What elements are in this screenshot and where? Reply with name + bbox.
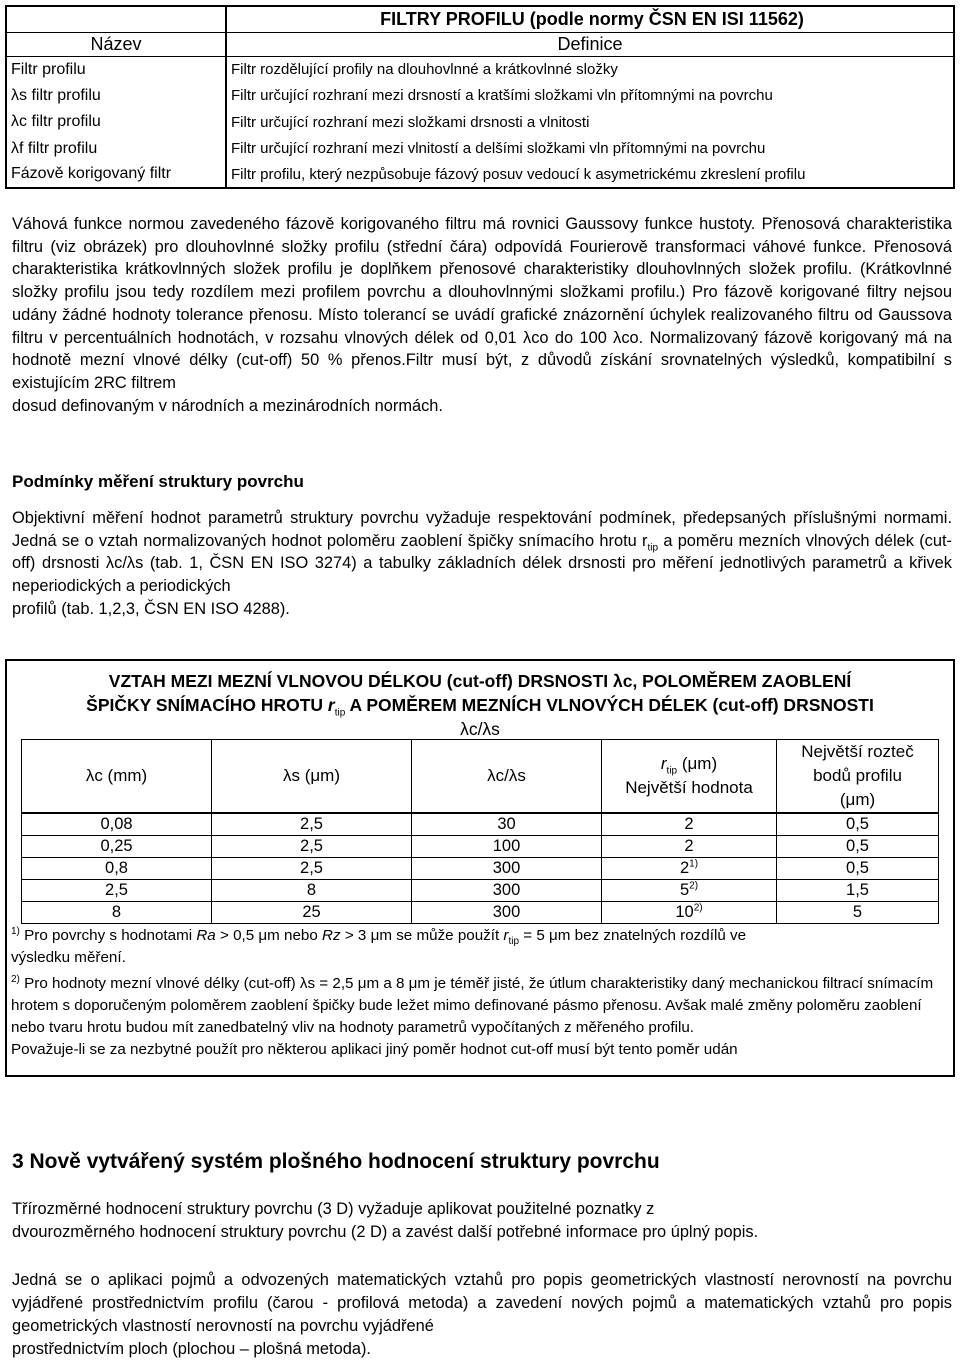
cell-ratio: 300 xyxy=(412,857,602,879)
filter-name: λc filtr profilu xyxy=(6,109,226,135)
paragraph-weighting-function xyxy=(12,213,952,417)
footnote-text: > 0,5 μm nebo xyxy=(215,927,323,944)
header-rtip-sub: tip xyxy=(666,765,678,777)
footnote-3: Považuje-li se za nezbytné použít pro některou aplikaci jiný poměr hodnot cut-off musí být tento poměr udán xyxy=(11,1041,738,1058)
footnote-text: Pro hodnoty mezní vlnové délky (cut-off) λs = 2,5 μm a 8 μm je téměř jisté, že útlum charakteristiky daný mechanickou filtrací snímacím hrotem s doporučeným poloměrem zaoblení špičky bude ležet mimo definované pásmo přenosu. Avšak malé změny poloměru zaoblení nebo tvaru hrotu budou mít zanedbatelný vliv na hodnoty parametrů vypočítaných z měřeného profilu. xyxy=(11,975,934,1036)
title-line-1: VZTAH MEZI MEZNÍ VLNOVOU DÉLKOU (cut-off) DRSNOSTI λc, POLOMĚREM ZAOBLENÍ xyxy=(108,671,852,691)
cell-lambda-s: 2,5 xyxy=(212,857,412,879)
heading-measurement-conditions: Podmínky měření struktury povrchu xyxy=(12,472,304,491)
cutoff-table xyxy=(21,739,939,924)
paragraph-text: Objektivní měření hodnot parametrů struktury povrchu vyžaduje respektování podmínek, předepsaných příslušnými normami. Jedná se o vztah normalizovaných hodnot poloměru zaoblení špičky snímacího hrotu r xyxy=(12,509,952,550)
footnote-text: > 3 μm se může použít xyxy=(340,927,504,944)
paragraph-text: Třírozměrné hodnocení struktury povrchu (3 D) vyžaduje aplikovat použitelné poznatky z xyxy=(12,1200,655,1218)
footnote-1-mark: 1) xyxy=(11,925,20,937)
footnote-ra: Ra xyxy=(196,927,216,944)
cutoff-table-title xyxy=(7,669,953,741)
col-header-name: Název xyxy=(6,32,226,56)
table-row xyxy=(22,835,939,857)
cell-rtip xyxy=(602,901,777,923)
table-row xyxy=(6,109,954,135)
filter-definition: Filtr určující rozhraní mezi vlnitostí a delšími složkami vln přítomnými na povrchu xyxy=(226,135,954,161)
footnote-2 xyxy=(11,973,946,1039)
title-line-2-part: ŠPIČKY SNÍMACÍHO HROTU xyxy=(86,695,328,715)
filter-name: Fázově korigovaný filtr xyxy=(6,162,226,188)
filter-name: Filtr profilu xyxy=(6,57,226,83)
cell-spacing: 0,5 xyxy=(777,813,939,835)
subscript-tip: tip xyxy=(647,541,659,553)
filters-table-corner xyxy=(6,6,226,32)
filters-table xyxy=(5,5,955,189)
cell-lambda-s: 2,5 xyxy=(212,835,412,857)
paragraph-last-line: dosud definovaným v národních a mezinárodních normách. xyxy=(12,396,443,415)
paragraph-last-line: dvourozměrného hodnocení struktury povrchu (2 D) a zavést další potřebné informace pro úplný popis. xyxy=(12,1223,759,1241)
table-row xyxy=(22,813,939,835)
cell-lambda-c: 0,25 xyxy=(22,835,212,857)
cell-lambda-c: 0,8 xyxy=(22,857,212,879)
table-row xyxy=(6,57,954,83)
title-line-2 xyxy=(7,693,953,717)
cell-lambda-s: 25 xyxy=(212,901,412,923)
paragraph-last-line: profilů (tab. 1,2,3, ČSN EN ISO 4288). xyxy=(12,599,290,618)
table-row xyxy=(22,857,939,879)
table-row xyxy=(22,879,939,901)
paragraph-text: Váhová funkce normou zavedeného fázově korigovaného filtru má rovnici Gaussovy funkce hustoty. Přenosová charakteristika filtru (viz obrázek) pro dlouhovlnné složky profilu (střední čára) odpovídá Fourierově transformaci váhové funkce. Přenosová charakteristika krátkovlnných složek profilu je doplňkem přenosové charakteristiky dlouhovlnných složek profilu. (Krátkovlnné složky profilu jsou tedy rozdílem mezi profilem povrchu a dlouhovlnnými složkami profilu.) Pro fázově korigované filtry nejsou udány žádné hodnoty tolerance přenosu. Místo tolerancí se uvádí grafické znázornění úchylek realizovaného filtru od Gaussova filtru v percentuálních hodnotách, v rozsahu vlnových délek od 0,01 λco do 100 λco. Normalizovaný fázově korigovaný má na hodnotě mezní vlnové délky (cut-off) 50 % přenos.Filtr musí být, z důvodů získání srovnatelných výsledků, kompatibilní s existujícím 2RC filtrem xyxy=(12,215,952,392)
filter-definition: Filtr profilu, který nezpůsobuje fázový posuv vedoucí k asymetrickému zkreslení profilu xyxy=(226,162,954,188)
title-line-2-sub: tip xyxy=(334,707,346,719)
table-row xyxy=(22,901,939,923)
title-line-3: λc/λs xyxy=(460,719,500,739)
paragraph-measurement-conditions xyxy=(12,507,952,621)
paragraph-text: Jedná se o aplikaci pojmů a odvozených matematických vztahů pro popis geometrických vlastností nerovností na povrchu vyjádřené prostřednictvím profilu (čarou - profilová metoda) a zavedení nových pojmů a matematických vztahů pro popis geometrických vlastností nerovností na povrchu vyjádřené xyxy=(12,1271,952,1335)
paragraph-text-cont: a poměru mezních vlnových délek (cut-off) drsnosti λc/λs (tab. 1, ČSN EN ISO 3274) a tabulky základních délek drsnosti pro měření jednotlivých parametrů a křivek neperiodických a periodických xyxy=(12,531,952,596)
cell-rtip-note: 1) xyxy=(689,858,699,869)
cell-spacing: 1,5 xyxy=(777,879,939,901)
cell-rtip-note: 2) xyxy=(689,880,699,891)
title-line-2-part: A POMĚREM MEZNÍCH VLNOVÝCH DÉLEK (cut-off) DRSNOSTI xyxy=(345,695,874,715)
header-rtip-unit: (μm) xyxy=(677,754,718,773)
table-row xyxy=(6,135,954,161)
cell-rtip-value: 5 xyxy=(679,880,690,899)
table-footnotes xyxy=(11,925,946,1061)
footnote-sub: tip xyxy=(508,936,520,948)
footnote-rz: Rz xyxy=(322,927,341,944)
cell-spacing: 0,5 xyxy=(777,835,939,857)
table-row xyxy=(6,162,954,188)
cell-rtip-value: 2 xyxy=(679,858,690,877)
cell-lambda-c: 2,5 xyxy=(22,879,212,901)
cell-spacing: 5 xyxy=(777,901,939,923)
cell-rtip-value: 10 xyxy=(675,902,694,921)
footnote-r: r xyxy=(503,927,509,944)
paragraph-3d-evaluation xyxy=(12,1198,952,1244)
cell-ratio: 300 xyxy=(412,901,602,923)
cell-lambda-s: 8 xyxy=(212,879,412,901)
cell-rtip xyxy=(602,813,777,835)
cell-spacing: 0,5 xyxy=(777,857,939,879)
cell-ratio: 100 xyxy=(412,835,602,857)
table-row xyxy=(6,83,954,109)
cell-rtip xyxy=(602,835,777,857)
header-ratio: λc/λs xyxy=(412,740,602,814)
cell-rtip xyxy=(602,857,777,879)
col-header-definition: Definice xyxy=(226,32,954,56)
section-3-title: 3 Nově vytvářený systém plošného hodnocení struktury povrchu xyxy=(12,1150,660,1173)
cell-rtip xyxy=(602,879,777,901)
filters-table-title: FILTRY PROFILU (podle normy ČSN EN ISI 11562) xyxy=(226,6,954,32)
header-spacing-line1: Největší rozteč xyxy=(801,742,914,761)
paragraph-concepts xyxy=(12,1269,952,1361)
filter-definition: Filtr určující rozhraní mezi složkami drsnosti a vlnitosti xyxy=(226,109,954,135)
cell-ratio: 30 xyxy=(412,813,602,835)
header-spacing-line2: bodů profilu xyxy=(813,766,902,785)
header-rtip-line2: Největší hodnota xyxy=(625,778,753,797)
paragraph-last-line: prostřednictvím ploch (plochou – plošná metoda). xyxy=(12,1340,371,1358)
cell-rtip-value: 2 xyxy=(684,814,694,833)
footnote-1 xyxy=(11,925,946,969)
cell-lambda-s: 2,5 xyxy=(212,813,412,835)
filter-name: λf filtr profilu xyxy=(6,135,226,161)
footnote-2-mark: 2) xyxy=(11,973,20,985)
table-header-row xyxy=(22,740,939,814)
header-lambda-s: λs (μm) xyxy=(212,740,412,814)
cell-ratio: 300 xyxy=(412,879,602,901)
header-rtip xyxy=(602,740,777,814)
cell-rtip-value: 2 xyxy=(684,836,694,855)
footnote-text: Pro povrchy s hodnotami xyxy=(19,927,197,944)
title-line-2-r: r xyxy=(327,695,335,715)
cell-rtip-note: 2) xyxy=(693,902,703,913)
header-spacing-line3: (μm) xyxy=(839,790,876,809)
footnote-text: = 5 μm bez znatelných rozdílů ve xyxy=(519,927,747,944)
filter-definition: Filtr rozdělující profily na dlouhovlnné a krátkovlnné složky xyxy=(226,57,954,83)
header-rtip-r: r xyxy=(660,754,667,773)
footnote-text: výsledku měření. xyxy=(11,949,126,966)
header-spacing xyxy=(777,740,939,814)
filter-definition: Filtr určující rozhraní mezi drsností a kratšími složkami vln přítomnými na povrchu xyxy=(226,83,954,109)
filter-name: λs filtr profilu xyxy=(6,83,226,109)
cell-lambda-c: 0,08 xyxy=(22,813,212,835)
cell-lambda-c: 8 xyxy=(22,901,212,923)
header-lambda-c: λc (mm) xyxy=(22,740,212,814)
